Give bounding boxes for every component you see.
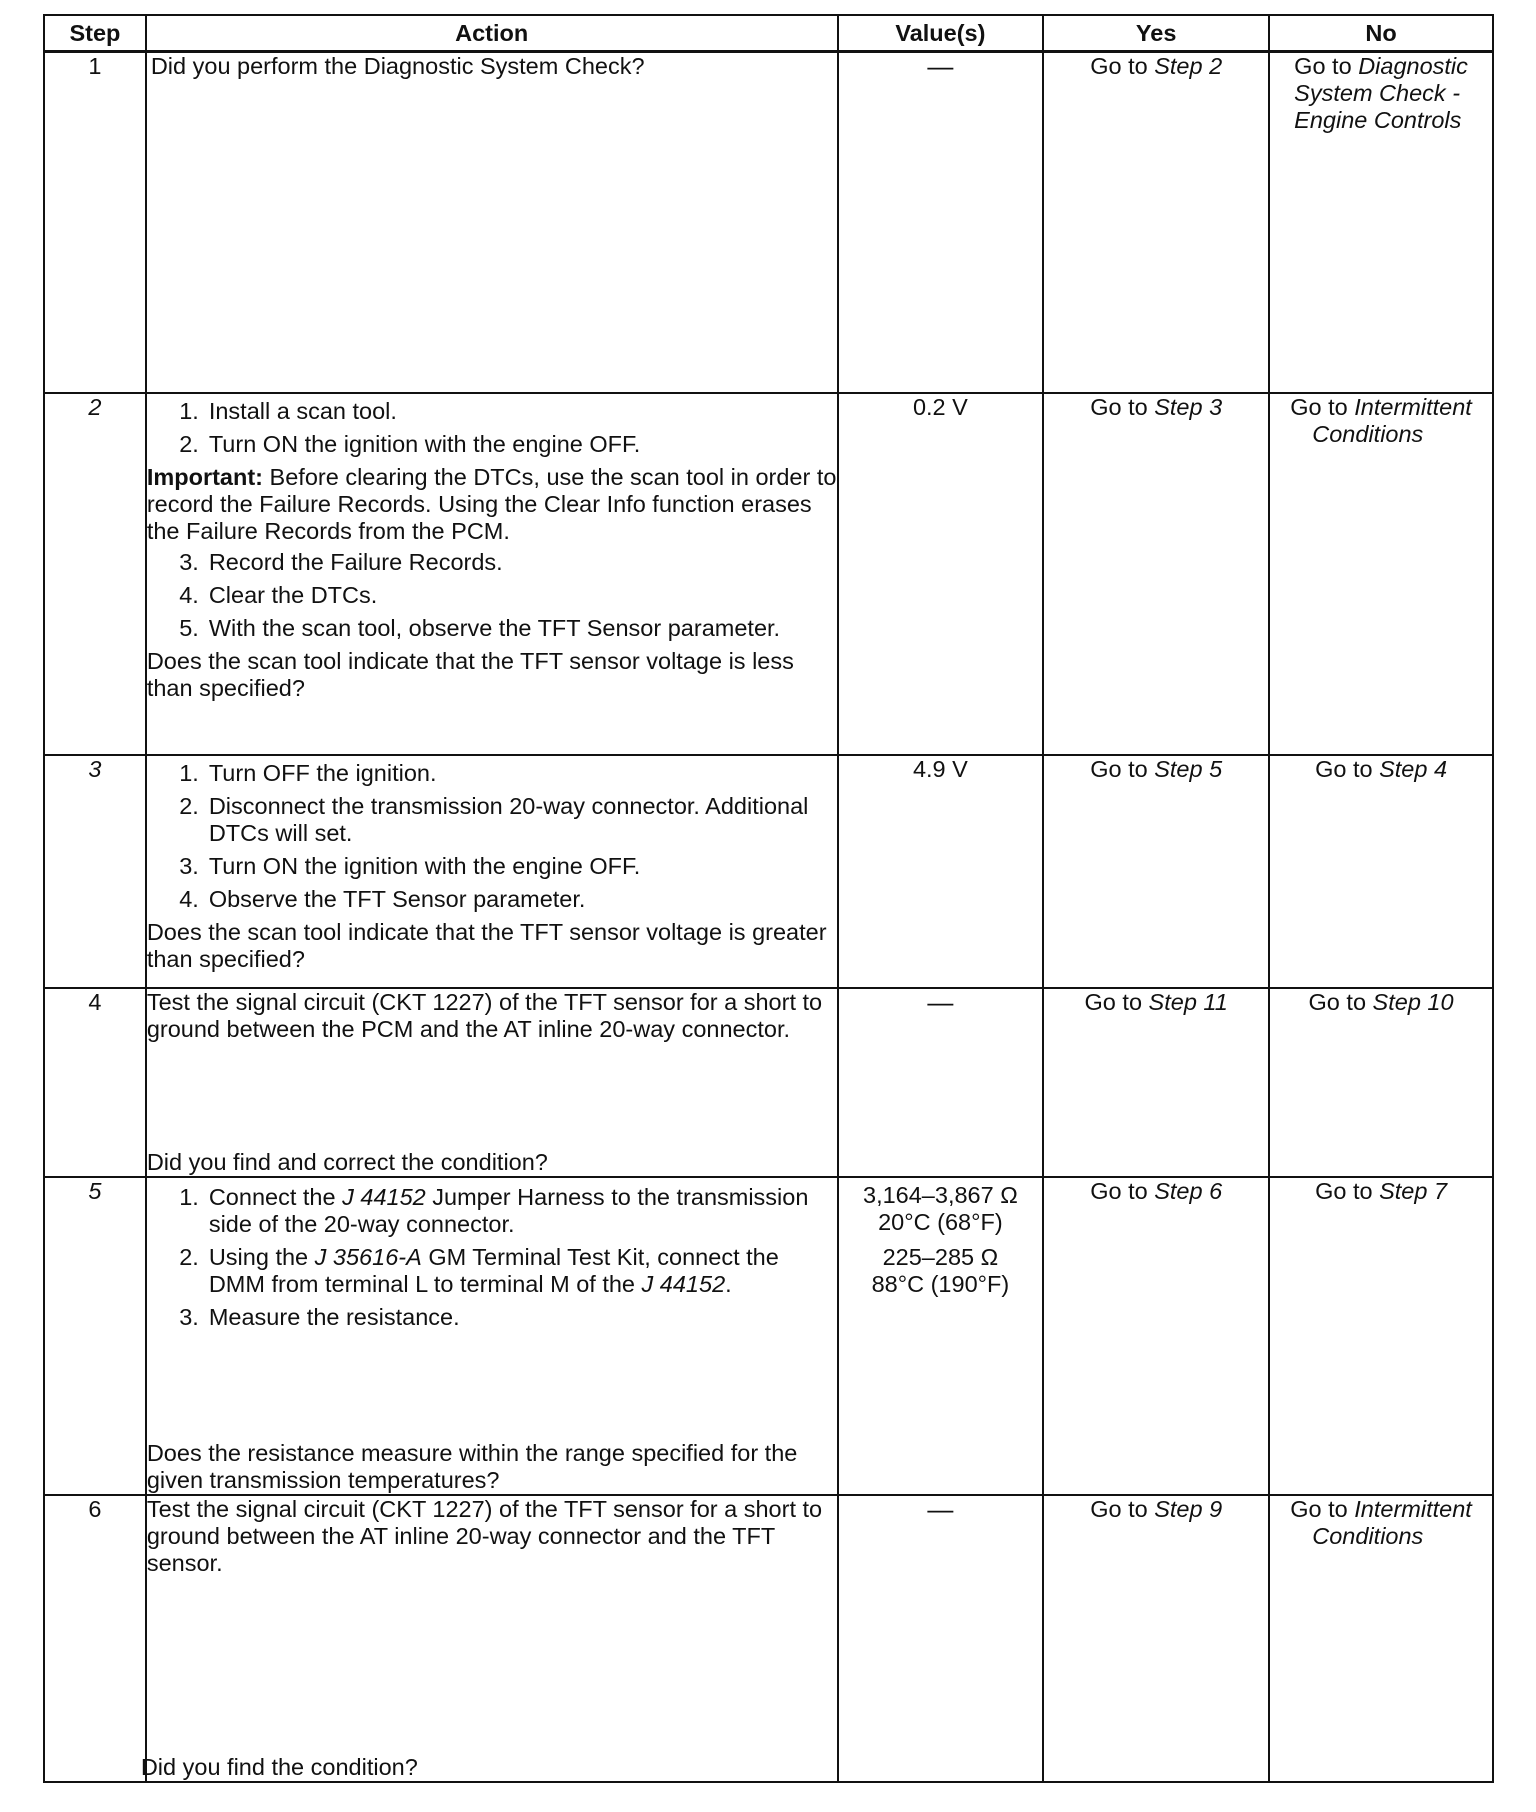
yes-target: Step 2 xyxy=(1154,53,1223,79)
step-number: 1 xyxy=(44,52,146,393)
tool-name: J 44152 xyxy=(342,1183,426,1210)
action-cell xyxy=(146,755,838,988)
list-item xyxy=(147,793,837,847)
no-prefix: Go to xyxy=(1315,755,1373,782)
substep-list xyxy=(147,1180,837,1337)
substep-list xyxy=(147,760,837,913)
yes-target: Step 6 xyxy=(1154,1177,1223,1204)
substep-text: Turn OFF the ignition. xyxy=(208,759,437,786)
list-item xyxy=(147,886,837,913)
substep-list xyxy=(147,398,837,458)
header-yes: Yes xyxy=(1043,15,1269,52)
substep-text xyxy=(209,1244,837,1298)
substep-number: 2. xyxy=(179,792,199,819)
substep-text-part: Using the xyxy=(208,1243,309,1270)
list-item xyxy=(147,615,837,642)
substep-number: 1. xyxy=(179,1183,199,1210)
no-cell xyxy=(1269,1495,1493,1782)
table-row-step-6 xyxy=(44,1495,1493,1782)
yes-prefix: Go to xyxy=(1090,53,1148,79)
action-question: Does the scan tool indicate that the TFT sensor voltage is less than specified? xyxy=(146,647,794,701)
temperature: 20°C (68°F) xyxy=(878,1208,1003,1235)
yes-target: Step 11 xyxy=(1148,988,1228,1015)
list-item xyxy=(147,760,837,787)
substep-text xyxy=(209,1184,837,1238)
value-dash: — xyxy=(927,51,954,81)
no-target: Step 4 xyxy=(1379,755,1448,782)
action-cell xyxy=(140,1495,838,1782)
no-target-line3: Engine Controls xyxy=(1294,107,1462,133)
step-number: 2 xyxy=(44,393,146,755)
yes-cell xyxy=(1043,755,1269,988)
resistance-range: 3,164–3,867 Ω xyxy=(863,1181,1018,1208)
no-cell xyxy=(1269,393,1493,755)
value-cell: 4.9 V xyxy=(838,755,1044,988)
substep-number: 1. xyxy=(179,759,199,786)
action-question: Does the resistance measure within the range specified for the given transmission temperatures? xyxy=(146,1439,798,1493)
action-question: Did you perform the Diagnostic System Check? xyxy=(150,53,645,79)
action-text: Test the signal circuit (CKT 1227) of the TFT sensor for a short to ground between the PCM and the AT inline 20-way connector. xyxy=(146,988,823,1042)
substep-number: 4. xyxy=(179,581,199,608)
substep-text: With the scan tool, observe the TFT Sensor parameter. xyxy=(208,614,781,641)
value-cell xyxy=(838,988,1044,1177)
value-cell xyxy=(838,52,1044,393)
no-cell xyxy=(1269,755,1493,988)
value-dash: — xyxy=(927,1493,954,1524)
no-target-line1: Diagnostic xyxy=(1358,53,1468,79)
action-cell xyxy=(146,988,838,1177)
substep-text: Record the Failure Records. xyxy=(208,548,503,575)
yes-cell xyxy=(1043,52,1269,393)
yes-prefix: Go to xyxy=(1090,393,1148,420)
substep-text: Disconnect the transmission 20-way connector. Additional DTCs will set. xyxy=(208,792,809,846)
important-label: Important: xyxy=(146,463,264,490)
header-step: Step xyxy=(44,15,146,52)
no-cell xyxy=(1269,52,1493,393)
diagnostic-table xyxy=(43,14,1494,1783)
action-cell xyxy=(146,1177,838,1495)
substep-text: Clear the DTCs. xyxy=(208,581,378,608)
yes-prefix: Go to xyxy=(1090,1177,1148,1204)
no-target: Step 10 xyxy=(1372,988,1454,1015)
substep-text-part: Connect the xyxy=(208,1183,336,1210)
substep-number: 3. xyxy=(179,852,199,879)
no-indent xyxy=(1290,421,1423,447)
list-item xyxy=(147,582,837,609)
action-cell xyxy=(146,393,838,755)
substep-number: 4. xyxy=(179,885,199,912)
substep-text-part: Jumper Harness to the transmission side of the 20-way connector. xyxy=(208,1183,809,1237)
no-target-line2: System Check - xyxy=(1294,80,1461,106)
resistance-range: 225–285 Ω xyxy=(882,1243,999,1270)
no-link xyxy=(1290,394,1472,448)
no-prefix: Go to xyxy=(1290,1495,1348,1522)
list-item xyxy=(147,398,837,425)
substep-text: Install a scan tool. xyxy=(208,397,397,424)
table-row-step-5 xyxy=(44,1177,1493,1495)
table-row-step-4 xyxy=(44,988,1493,1177)
substep-list xyxy=(147,549,837,642)
substep-number: 1. xyxy=(179,397,199,424)
header-row xyxy=(44,15,1493,52)
no-link xyxy=(1290,1496,1472,1550)
yes-cell xyxy=(1043,393,1269,755)
value-cell xyxy=(838,1177,1044,1495)
value-cell: 0.2 V xyxy=(838,393,1044,755)
header-no: No xyxy=(1269,15,1493,52)
substep-text-part: GM Terminal Test Kit, connect the DMM from terminal L to terminal M of the xyxy=(208,1243,779,1297)
substep-text: Observe the TFT Sensor parameter. xyxy=(208,885,586,912)
table-row-step-2 xyxy=(44,393,1493,755)
yes-prefix: Go to xyxy=(1090,755,1148,782)
step-number: 3 xyxy=(44,755,146,988)
substep-text: Turn ON the ignition with the engine OFF. xyxy=(208,430,641,457)
yes-target: Step 3 xyxy=(1154,393,1223,420)
no-cell xyxy=(1269,1177,1493,1495)
substep-number: 3. xyxy=(179,548,199,575)
list-item xyxy=(147,1244,837,1298)
action-content xyxy=(147,1178,837,1494)
action-question: Did you find the condition? xyxy=(140,1753,418,1780)
step-number: 6 xyxy=(44,1495,146,1782)
list-item xyxy=(147,549,837,576)
action-text: Test the signal circuit (CKT 1227) of the TFT sensor for a short to ground between the AT inline 20-way connector and the TFT sensor. xyxy=(146,1495,823,1576)
action-cell xyxy=(146,52,838,393)
yes-cell xyxy=(1043,1495,1269,1782)
value-spec-88c xyxy=(839,1244,1043,1298)
substep-text-part: . xyxy=(725,1270,732,1297)
no-indent xyxy=(1290,1523,1423,1549)
no-target: Step 7 xyxy=(1379,1177,1448,1204)
yes-cell xyxy=(1043,988,1269,1177)
table-row-step-3 xyxy=(44,755,1493,988)
no-target-line1: Intermittent xyxy=(1354,393,1472,420)
substep-number: 3. xyxy=(179,1303,199,1330)
action-content xyxy=(147,989,837,1176)
substep-number: 2. xyxy=(179,1243,199,1270)
table-row-step-1 xyxy=(44,52,1493,393)
yes-prefix: Go to xyxy=(1084,988,1143,1015)
no-prefix: Go to xyxy=(1315,1177,1373,1204)
action-question: Did you find and correct the condition? xyxy=(146,1148,548,1175)
substep-number: 2. xyxy=(179,430,199,457)
action-content xyxy=(140,1495,837,1781)
no-target-line2: Conditions xyxy=(1312,1522,1424,1549)
list-item xyxy=(147,1184,837,1238)
list-item xyxy=(147,431,837,458)
step-number: 5 xyxy=(44,1177,146,1495)
action-question: Does the scan tool indicate that the TFT sensor voltage is greater than specified? xyxy=(146,918,827,972)
yes-target: Step 5 xyxy=(1154,755,1223,782)
substep-number: 5. xyxy=(179,614,199,641)
tool-name: J 35616-A xyxy=(314,1243,422,1270)
no-target-line2: Conditions xyxy=(1312,420,1424,447)
yes-cell xyxy=(1043,1177,1269,1495)
temperature: 88°C (190°F) xyxy=(871,1270,1010,1297)
step-number: 4 xyxy=(44,988,146,1177)
no-prefix: Go to xyxy=(1290,393,1348,420)
value-spec-20c xyxy=(839,1182,1043,1236)
value-dash: — xyxy=(927,986,954,1017)
header-values: Value(s) xyxy=(838,15,1044,52)
no-target-line1: Intermittent xyxy=(1354,1495,1472,1522)
yes-prefix: Go to xyxy=(1090,1495,1148,1522)
no-prefix: Go to xyxy=(1294,53,1352,79)
list-item xyxy=(147,1304,837,1331)
no-cell xyxy=(1269,988,1493,1177)
important-note xyxy=(147,464,837,545)
substep-text: Measure the resistance. xyxy=(208,1303,460,1330)
substep-text: Turn ON the ignition with the engine OFF. xyxy=(208,852,641,879)
no-prefix: Go to xyxy=(1308,988,1367,1015)
yes-target: Step 9 xyxy=(1154,1495,1223,1522)
value-cell xyxy=(838,1495,1044,1782)
no-link xyxy=(1294,53,1468,134)
important-text: Before clearing the DTCs, use the scan tool in order to record the Failure Records. Using the Clear Info function erases the Failure Records from the PCM. xyxy=(146,463,837,544)
list-item xyxy=(147,853,837,880)
header-action: Action xyxy=(146,15,838,52)
tool-name: J 44152 xyxy=(641,1270,726,1297)
